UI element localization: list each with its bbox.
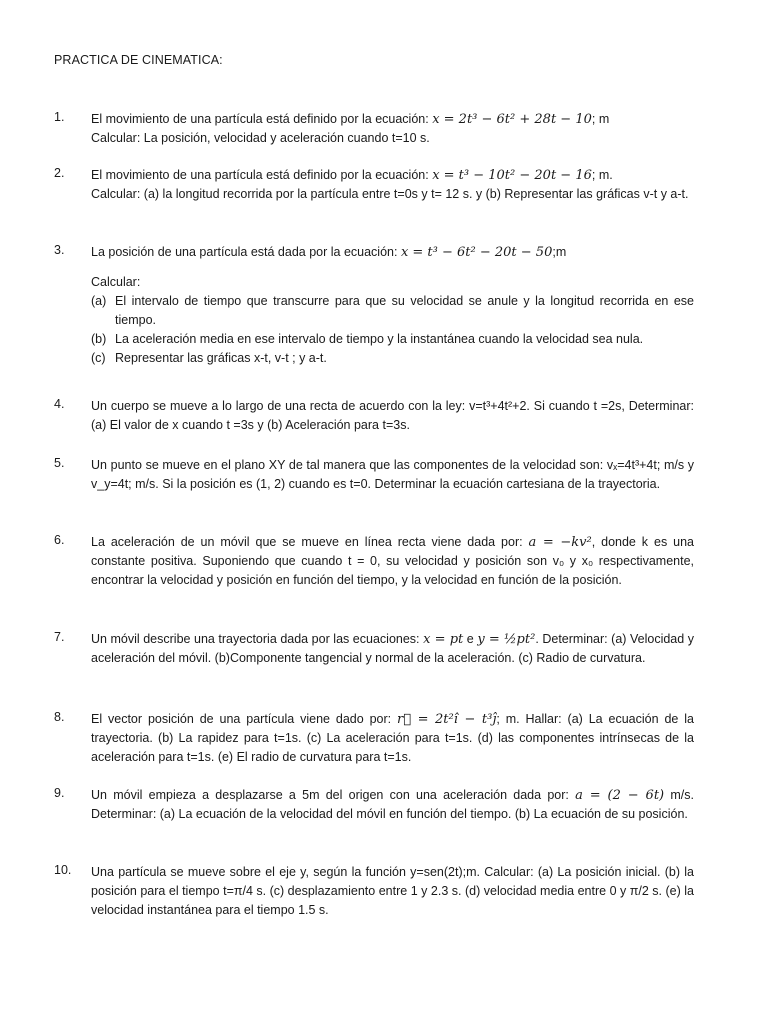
problem-9 <box>54 786 694 824</box>
sub-text: La aceleración media en ese intervalo de tiempo y la instantánea cuando la velocidad sea nula. <box>115 332 644 346</box>
sub-label: (c) <box>91 351 106 365</box>
problem-text: Calcular: La posición, velocidad y aceleración cuando t=10 s. <box>91 131 430 145</box>
problem-text: Calcular: (a) la longitud recorrida por la partícula entre t=0s y t= 12 s. y (b) Representar las gráficas v-t y a-t. <box>91 187 689 201</box>
problem-text: Una partícula se mueve sobre el eje y, según la función y=sen(2t);m. Calcular: (a) La posición inicial. (b) la posición para el tiempo t=π/4 s. (c) desplazamiento entre 1 y 2.3 s. (d) velocidad media entre 0 y π/2 s. (e) la velocidad instantánea para el tiempo 1.5 s. <box>91 865 694 917</box>
problem-2 <box>54 166 694 204</box>
problem-text: Un punto se mueve en el plano XY de tal manera que las componentes de la velocidad son: vₓ=4t³+4t; m/s y v_y=4t; m/s. Si la posición es (1, 2) cuando es t=0. Determinar la ecuación cartesiana de la trayectoria. <box>91 458 694 491</box>
list-item <box>91 330 694 349</box>
problem-text: m/s. Determinar: (a) La ecuación de la velocidad del móvil en función del tiempo. (b) La ecuación de su posición. <box>91 788 694 821</box>
equation: x = pt <box>423 632 464 647</box>
equation: r⃗ = 2t²î − t³ĵ <box>397 712 497 727</box>
page-title: PRACTICA DE CINEMATICA: <box>54 53 223 67</box>
sub-text: El intervalo de tiempo que transcurre para que su velocidad se anule y la longitud recorrida en ese tiempo. <box>115 294 694 327</box>
equation: a = (2 − 6t) <box>575 788 665 803</box>
sub-text: Representar las gráficas x-t, v-t ; y a-t. <box>115 351 327 365</box>
problem-number: 10. <box>54 863 72 877</box>
equation: x = 2t³ − 6t² + 28t − 10 <box>432 112 592 127</box>
problem-number: 9. <box>54 786 65 800</box>
problem-text: Un móvil empieza a desplazarse a 5m del origen con una aceleración dada por: <box>91 788 576 802</box>
problem-7 <box>54 630 694 668</box>
problem-text: La aceleración de un móvil que se mueve en línea recta viene dada por: <box>91 535 529 549</box>
list-item <box>91 349 694 368</box>
problem-8 <box>54 710 694 767</box>
problem-text: ; m. <box>591 168 613 182</box>
sub-list <box>91 292 694 368</box>
problem-text: La posición de una partícula está dada por la ecuación: <box>91 245 401 259</box>
problem-1 <box>54 110 694 148</box>
equation: x = t³ − 6t² − 20t − 50 <box>400 245 553 260</box>
problem-text: El vector posición de una partícula viene dado por: <box>91 712 398 726</box>
problem-text: Un cuerpo se mueve a lo largo de una recta de acuerdo con la ley: v=t³+4t²+2. Si cuando t =2s, Determinar: (a) El valor de x cuando t =3s y (b) Aceleración para t=3s. <box>91 399 694 432</box>
equation: x = t³ − 10t² − 20t − 16 <box>432 168 592 183</box>
problem-number: 3. <box>54 243 65 257</box>
equation: a = −kv² <box>528 535 592 550</box>
problem-number: 5. <box>54 456 65 470</box>
problem-number: 2. <box>54 166 65 180</box>
problem-4 <box>54 397 694 435</box>
problem-text: ; m. Hallar: (a) La ecuación de la trayectoria. (b) La rapidez para t=1s. (c) La aceleración para t=1s. (d) las componentes intrínsecas de la aceleración para t=1s. (e) El radio de curvatura para t=1s. <box>91 712 694 764</box>
problem-number: 1. <box>54 110 65 124</box>
problem-text: El movimiento de una partícula está definido por la ecuación: <box>91 168 433 182</box>
problem-5 <box>54 456 694 494</box>
problem-text: Un móvil describe una trayectoria dada por las ecuaciones: <box>91 632 424 646</box>
sub-label: (a) <box>91 294 107 308</box>
problem-number: 6. <box>54 533 65 547</box>
problem-text: , donde k es una constante positiva. Suponiendo que cuando t = 0, su velocidad y posición son v₀ y x₀ respectivamente, encontrar la velocidad y posición en función del tiempo, y la velocidad en función de la posición. <box>91 535 694 587</box>
problem-3 <box>54 243 694 368</box>
problem-text: ; m <box>591 112 610 126</box>
problem-text: e <box>463 632 478 646</box>
problem-number: 7. <box>54 630 65 644</box>
problem-number: 4. <box>54 397 65 411</box>
equation: y = ½pt² <box>477 632 536 647</box>
sub-label: (b) <box>91 332 107 346</box>
problem-6 <box>54 533 694 590</box>
problem-text: . Determinar: (a) Velocidad y aceleración del móvil. (b)Componente tangencial y normal de la aceleración. (c) Radio de curvatura. <box>91 632 695 665</box>
problem-10 <box>54 863 694 920</box>
problem-text: El movimiento de una partícula está definido por la ecuación: <box>91 112 433 126</box>
list-item <box>91 292 694 330</box>
calc-label: Calcular: <box>91 275 141 289</box>
problem-number: 8. <box>54 710 65 724</box>
problem-text: ;m <box>552 245 567 259</box>
